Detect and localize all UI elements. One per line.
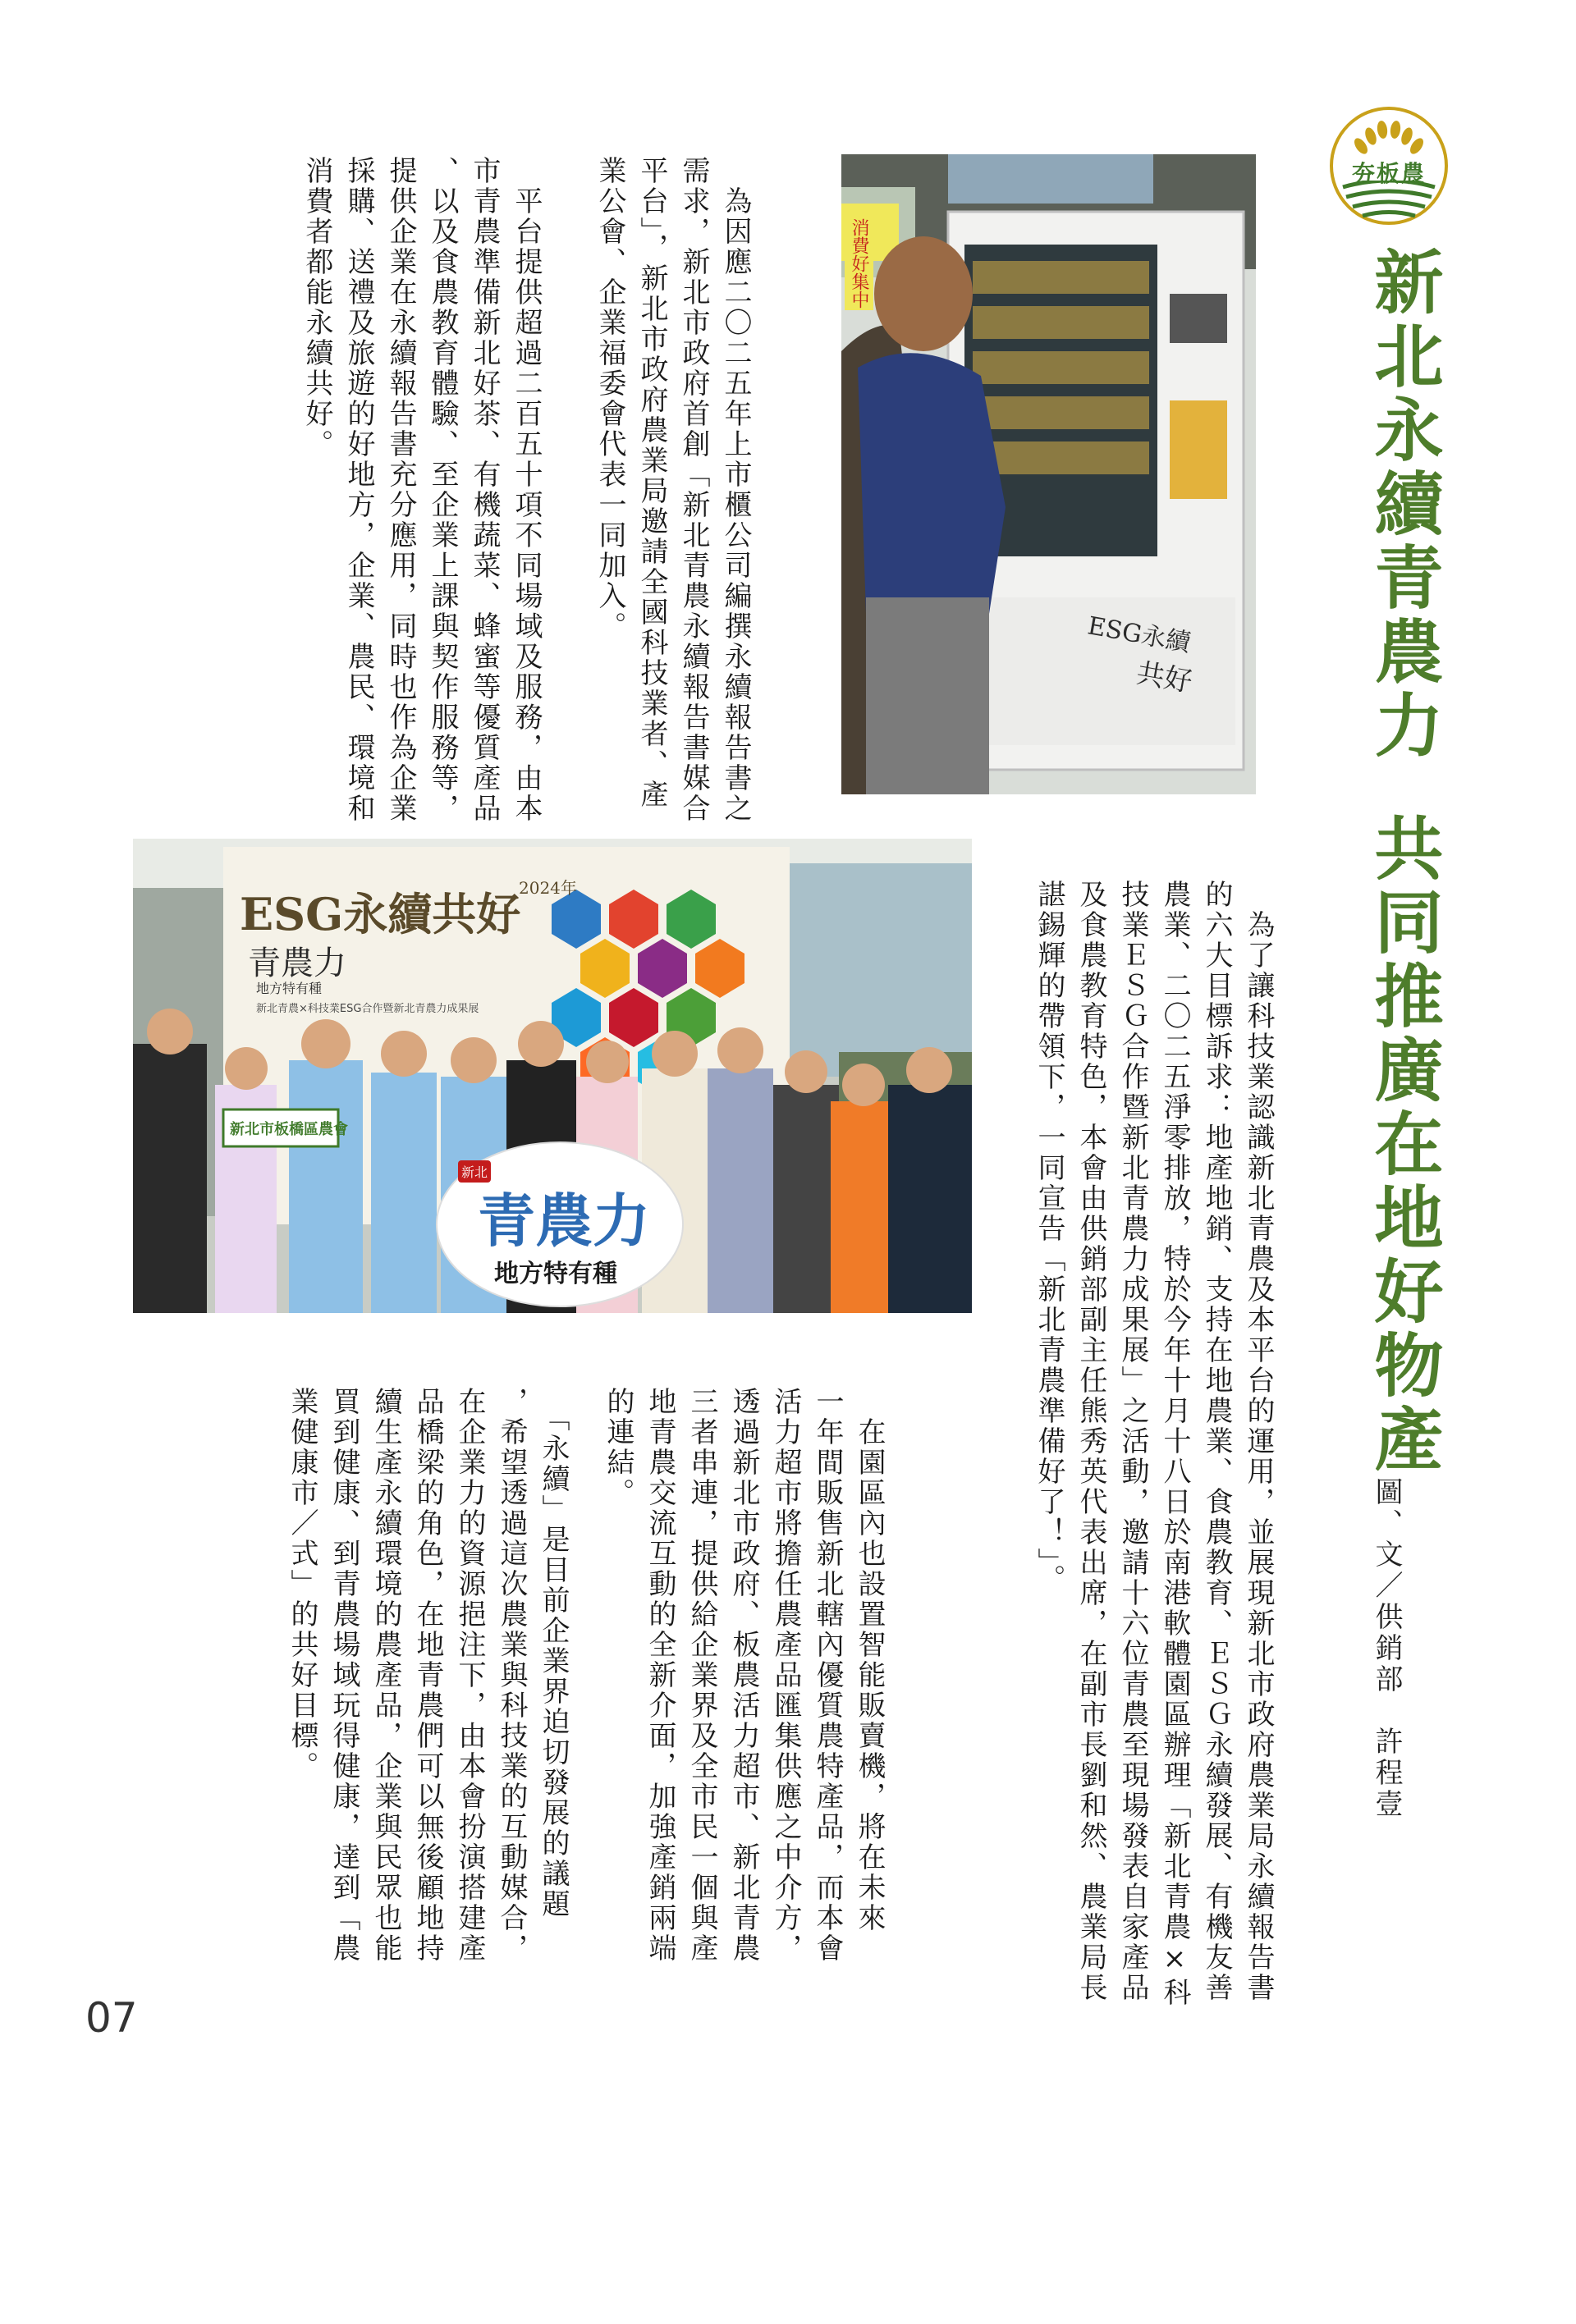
title-line-2: 共同推廣在地好物產 bbox=[1363, 812, 1445, 1477]
section2-line: 提供企業在永續報告書充分應用，同時也作為企業 bbox=[384, 156, 417, 824]
section3-text bbox=[281, 1387, 890, 2027]
section3-line: 業健康市／式」的共好目標。 bbox=[286, 1387, 318, 1782]
photo2-standee-corner: 新北 bbox=[458, 1160, 491, 1183]
section3-line: 活力超市將擔任農產品匯集供應之中介方， bbox=[769, 1387, 802, 1964]
section3-line: 地青農交流互動的全新介面，加強產銷兩端 bbox=[644, 1387, 676, 1964]
photo-vending-machine bbox=[841, 154, 1256, 794]
title-line-1: 新北永續青農力 bbox=[1363, 246, 1445, 763]
section2-line: 為因應二〇二五年上市櫃公司編撰永續報告書之 bbox=[719, 156, 752, 824]
section2-line: 業公會、企業福委會代表一同加入。 bbox=[593, 156, 626, 642]
photo-group bbox=[133, 839, 972, 1313]
logo-text: 夯板農 bbox=[1351, 160, 1426, 187]
photo1-machine-text-1: ESG永續 bbox=[1085, 611, 1193, 658]
section3-line: 三者串連，提供給企業界及全市民一個與產 bbox=[685, 1387, 718, 1964]
section1-line: 為了讓科技業認識新北青農及本平台的運用，並展現新北市政府農業局永續報告書 bbox=[1242, 880, 1275, 2003]
section1-text bbox=[1028, 880, 1279, 2324]
photo2-banner-sub2: 地方特有種 bbox=[256, 981, 323, 996]
page-number: 07 bbox=[85, 1994, 138, 2042]
section1-line: 及食農教育特色，本會由供銷部副主任熊秀英代表出席，在副市長劉和然、農業局長 bbox=[1074, 880, 1107, 2003]
section3-line: 「永續」是目前企業界迫切發展的議題 bbox=[537, 1387, 570, 1919]
section1-line: 技業ＥＳＧ合作暨新北青農力成果展」之活動，邀請十六位青農至現場發表自家產品 bbox=[1116, 880, 1149, 2003]
section3-line: ，希望透過這次農業與科技業的互動媒合， bbox=[495, 1387, 528, 1964]
section2-line: 平台」，新北市政府農業局邀請全國科技業者、產 bbox=[635, 156, 668, 810]
section3-line: 的連結。 bbox=[602, 1387, 635, 1508]
logo bbox=[1328, 105, 1450, 226]
section3-line: 續生產永續環境的農產品，企業與民眾也能 bbox=[369, 1387, 402, 1964]
section2-line: 採購、送禮及旅遊的好地方，企業、農民、環境和 bbox=[342, 156, 375, 824]
section2-line: 消費者都能永續共好。 bbox=[300, 156, 333, 460]
byline: 圖、文／供銷部 許程壹 bbox=[1370, 1477, 1403, 1820]
photo1-machine-text-2: 共好 bbox=[1134, 656, 1195, 699]
section2-line: 需求，新北市政府首創「新北青農永續報告書媒合 bbox=[677, 156, 710, 824]
photo2-held-sign: 新北市板橋區農會 bbox=[230, 1121, 348, 1138]
photo2-banner-title: ESG永續共好 bbox=[240, 888, 521, 940]
section3-line bbox=[574, 1387, 597, 2027]
photo2-banner-small: 新北青農×科技業ESG合作暨新北青農力成果展 bbox=[256, 1003, 479, 1015]
photo2-standee-small: 地方特有種 bbox=[494, 1260, 617, 1288]
photo2-standee-big: 青農力 bbox=[478, 1187, 650, 1255]
section3-line: 在企業力的資源挹注下，由本會扮演搭建產 bbox=[453, 1387, 486, 1964]
section2-line: 、以及食農教育體驗、至企業上課與契作服務等， bbox=[426, 156, 459, 824]
section3-line: 在園區內也設置智能販賣機，將在未來 bbox=[853, 1387, 886, 1933]
section2-line: 平台提供超過二百五十項不同場域及服務，由本 bbox=[510, 156, 543, 824]
section2-line: 市青農準備新北好茶、有機蔬菜、蜂蜜等優質產品 bbox=[468, 156, 501, 824]
photo2-banner-year: 2024年 bbox=[519, 878, 577, 898]
section1-line: 諶錫輝的帶領下，一同宣告「新北青農準備好了！」。 bbox=[1033, 880, 1065, 1594]
section3-line: 買到健康、到青農場域玩得健康，達到「農 bbox=[328, 1387, 360, 1964]
vending-machine-photo bbox=[841, 154, 1256, 794]
section1-line: 的六大目標訴求：地產地銷、支持在地農業、食農教育、ＥＳＧ永續發展、有機友善 bbox=[1200, 880, 1233, 2003]
photo1-sign: 消費好集中 bbox=[845, 217, 873, 310]
photo2-banner-sub: 青農力 bbox=[248, 945, 346, 982]
section1-line: 農業、二〇二五淨零排放，特於今年十月十八日於南港軟體園區辦理「新北青農×科 bbox=[1158, 880, 1191, 2008]
section3-line: 品橋梁的角色，在地青農們可以無後顧地持 bbox=[411, 1387, 444, 1964]
section3-line: 透過新北市政府、板農活力超市、新北青農 bbox=[727, 1387, 760, 1964]
section3-line: 一年間販售新北轄內優質農特產品，而本會 bbox=[811, 1387, 844, 1964]
